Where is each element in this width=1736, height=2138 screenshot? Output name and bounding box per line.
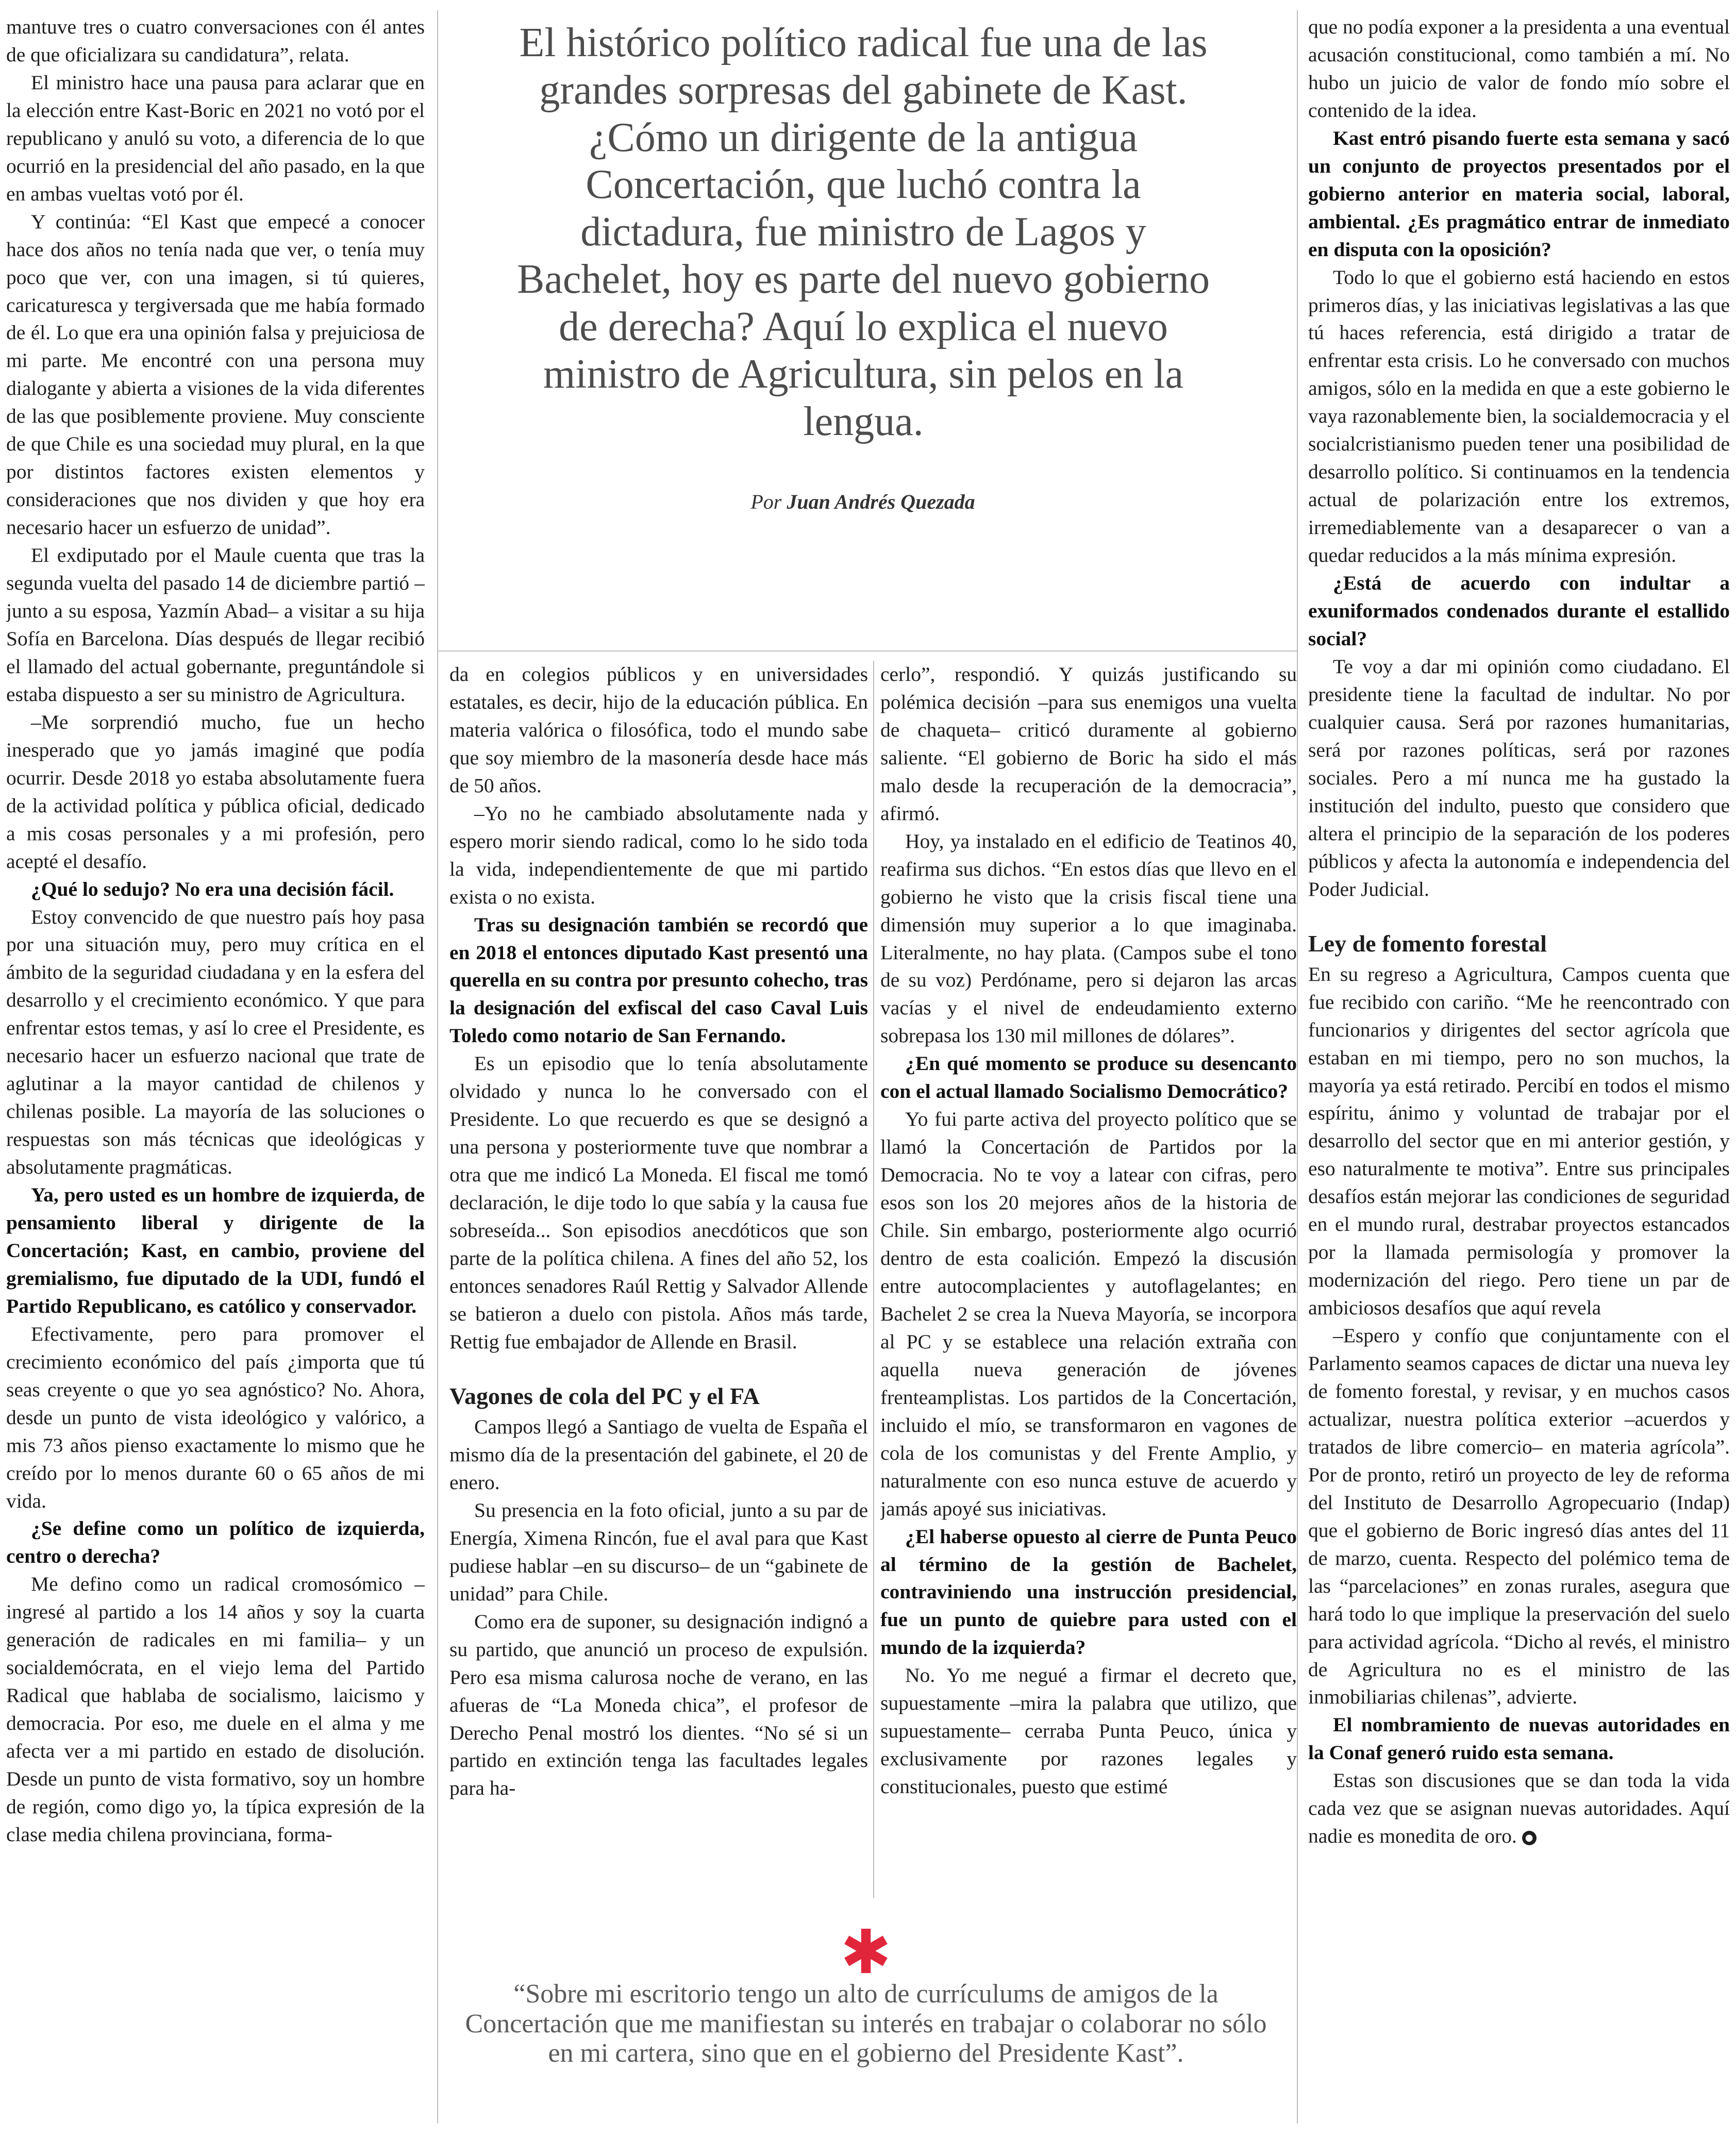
paragraph: Estoy convencido de que nuestro país hoy pasa por una situación muy, pero muy crítica en el ámbito de la seguridad ciudadana y en la esfera del desarrollo y el crecimiento económico. Y que para enfrentar estos temas, y así lo cree el Presidente, es necesario hacer un esfuerzo nacional que trate de aglutinar a la mayor cantidad de chilenos y chilenas posible. La mayoría de las soluciones o respuestas son más técnicas que ideológicas y absolutamente pragmáticas.: [6, 905, 425, 1179]
interview-question: ¿Qué lo sedujo? No era una decisión fácil.: [31, 877, 394, 900]
article-column-3: [880, 661, 1297, 1898]
paragraph: –Espero y confío que conjuntamente con el Parlamento seamos capaces de dictar una nueva ley de fomento forestal, y revisar, y en muchos casos actualizar, nuestra política exterior –acuerdos y tratados de libre comercio– en materia agrícola”. Por de pronto, retiró un proyecto de ley de reforma del Instituto de Desarrollo Agropecuario (Indap) que el gobierno de Boric ingresó días antes del 11 de marzo, cuenta. Respecto del polémico tema de las “parcelaciones” en zonas rurales, asegura que hará todo lo que implique la preservación del suelo para actividad agrícola. “Dicho al revés, el ministro de Agricultura no es el ministro de las inmobiliarias chilenas”, advierte.: [1308, 1324, 1730, 1709]
paragraph: –Yo no he cambiado absolutamente nada y espero morir siendo radical, como lo he sido toda la vida, independientemente de que mi partido exista o no exista.: [449, 801, 868, 908]
article-column-2: [449, 661, 868, 1898]
paragraph-text: Estas son discusiones que se dan toda la vida cada vez que se asignan nuevas autoridades. Aquí nadie es monedita de oro.: [1308, 1769, 1730, 1848]
pull-quote: “Sobre mi escritorio tengo un alto de currículums de amigos de la Concertación que me manifiestan su interés en trabajar o colaborar no sólo en mi cartera, sino que en el gobierno del Presidente Kast”.: [465, 1979, 1267, 2068]
paragraph: Me defino como un radical cromosómico –ingresé al partido a los 14 años y soy la cuarta generación de radicales en mi familia– y un socialdemócrata, en el viejo lema del Partido Radical que hablaba de socialismo, laicismo y democracia. Por eso, me duele en el alma y me afecta ver a mi partido en estado de disolución. Desde un punto de vista formativo, soy un hombre de región, como digo yo, la típica expresión de la clase media chilena provinciana, forma-: [6, 1573, 425, 1846]
interview-question: El nombramiento de nuevas autoridades en la Conaf generó ruido esta semana.: [1308, 1713, 1730, 1764]
paragraph: Te voy a dar mi opinión como ciudadano. El presidente tiene la facultad de indultar. No por cualquier causa. Será por razones humanitarias, será por razones políticas, será por razones sociales. Pero a mí nunca me ha gustado la institución del indulto, puesto que considero que altera el principio de la separación de los poderes públicos y afecta la autonomía e independencia del Poder Judicial.: [1308, 655, 1730, 900]
interview-question: Kast entró pisando fuerte esta semana y sacó un conjunto de proyectos presentados por el gobierno anterior en materia social, laboral, ambiental. ¿Es pragmático entrar de inmediato en disputa con la oposición?: [1308, 126, 1730, 261]
paragraph: Es un episodio que lo tenía absolutamente olvidado y nunca lo he conversado con el Presidente. Lo que recuerdo es que se designó a una persona y posteriormente tuve que nombrar a otra que me indicó La Moneda. El fiscal me tomó declaración, le dije todo lo que sabía y la causa fue sobreseída... Son episodios anecdóticos que son parte de la política chilena. A fines del año 52, los entonces senadores Raúl Rettig y Salvador Allende se batieron a duelo con pistola. Años más tarde, Rettig fue embajador de Allende en Brasil.: [449, 1052, 868, 1353]
paragraph: Su presencia en la foto oficial, junto a su par de Energía, Ximena Rincón, fue el aval para que Kast pudiese hablar –en su discurso– de un “gabinete de unidad” para Chile.: [449, 1498, 868, 1605]
paragraph: Efectivamente, pero para promover el crecimiento económico del país ¿importa que tú seas creyente o que yo sea agnóstico? No. Ahora, desde un punto de vista ideológico y valórico, a mis 73 años pienso exactamente lo mismo que he creído por lo menos durante 60 o 65 años de mi vida.: [6, 1322, 425, 1512]
section-heading: Vagones de cola del PC y el FA: [449, 1382, 760, 1409]
column-divider: [1297, 10, 1298, 2124]
paragraph: El ministro hace una pausa para aclarar que en la elección entre Kast-Boric en 2021 no votó por el republicano y anuló su voto, a diferencia de lo que ocurrió en la presidencial del año pasado, en la que en ambas vueltas votó por él.: [6, 71, 425, 205]
paragraph: Todo lo que el gobierno está haciendo en estos primeros días, y las iniciativas legislativas a las que tú haces referencia, está dirigido a tratar de enfrentar esta crisis. Lo he conversado con muchos amigos, sólo en la medida en que a este gobierno le vaya razonablemente bien, la socialdemocracia y el socialcristianismo pueden tener una posibilidad de desarrollo político. Si continuamos en la tendencia actual de polarización entre los extremos, irremediablemente van a desaparecer o van a quedar reducidos a la más mínima expresión.: [1308, 265, 1730, 567]
paragraph: Hoy, ya instalado en el edificio de Teatinos 40, reafirma sus dichos. “En estos días que llevo en el gobierno he visto que la crisis fiscal tiene una dimensión muy superior a lo que imaginaba. Literalmente, no hay plata. (Campos sube el tono de su voz) Perdóname, pero si dejaron las arcas vacías y el nivel de endeudamiento externo sobrepasa los 130 mil millones de dólares”.: [880, 829, 1297, 1047]
article-column-1: [6, 13, 425, 2127]
paragraph: Campos llegó a Santiago de vuelta de España el mismo día de la presentación del gabinete, el 20 de enero.: [449, 1415, 868, 1494]
horizontal-divider: [438, 650, 1297, 652]
asterisk-icon: ✱: [840, 1916, 892, 1987]
article-dek: El histórico político radical fue una de las grandes sorpresas del gabinete de Kast. ¿Cómo un dirigente de la antigua Concertación, que luchó contra la dictadura, fue ministro de Lagos y Bachelet, hoy es parte del nuevo gobierno de derecha? Aquí lo explica el nuevo ministro de Agricultura, sin pelos en la lengua.: [517, 20, 1210, 444]
byline-prefix: Por: [750, 490, 782, 513]
column-divider: [437, 10, 438, 2124]
byline-author: Juan Andrés Quezada: [787, 490, 975, 513]
paragraph: mantuve tres o cuatro conversaciones con él antes de que oficializara su candidatura”, relata.: [6, 15, 425, 66]
article-column-4: [1308, 13, 1730, 2127]
interview-question: ¿El haberse opuesto al cierre de Punta Peuco al término de la gestión de Bachelet, contraviniendo una instrucción presidencial, fue un punto de quiebre para usted con el mundo de la izquierda?: [880, 1525, 1297, 1659]
paragraph: cerlo”, respondió. Y quizás justificando su polémica decisión –para sus enemigos una vuelta de chaqueta– criticó duramente al gobierno saliente. “El gobierno de Boric ha sido el más malo desde la recuperación de la democracia”, afirmó.: [880, 663, 1297, 825]
interview-question: ¿En qué momento se produce su desencanto con el actual llamado Socialismo Democrático?: [880, 1052, 1297, 1103]
paragraph: –Me sorprendió mucho, fue un hecho inesperado que yo jamás imaginé que podía ocurrir. Desde 2018 yo estaba absolutamente fuera de la actividad política y pública oficial, dedicado a mis cosas personales y a mi profesión, pero acepté el desafío.: [6, 710, 425, 873]
paragraph: En su regreso a Agricultura, Campos cuenta que fue recibido con cariño. “Me he reencontrado con funcionarios y dirigentes del sector agrícola que estaban en mi tiempo, pero no son muchos, la mayoría ya está retirado. Percibí en todos el mismo espíritu, ánimo y voluntad de trabajar por el desarrollo del sector que en mi anterior gestión, y eso naturalmente te motiva”. Entre sus principales desafíos están mejorar las condiciones de seguridad en el mundo rural, destrabar proyectos estancados por la llamada permisología y promover la modernización del riego. Pero tiene un par de ambiciosos desafíos que aquí revela: [1308, 962, 1730, 1319]
paragraph: que no podía exponer a la presidenta a una eventual acusación constitucional, como también a mí. No hubo un juicio de valor de fondo mío sobre el contenido de la idea.: [1308, 15, 1730, 122]
column-divider: [873, 661, 874, 1898]
paragraph: Yo fui parte activa del proyecto político que se llamó la Concertación de Partidos por la Democracia. No te voy a latear con cifras, pero esos son los 20 mejores años de la historia de Chile. Sin embargo, posteriormente algo ocurrió dentro de esta coalición. Empezó la discusión entre autocomplacientes y autoflagelantes; en Bachelet 2 se crea la Nueva Mayoría, se incorpora al PC y se establece una relación extraña con aquella nueva generación de jóvenes frenteamplistas. Los partidos de la Concertación, incluido el mío, se transformaron en vagones de cola de los comunistas y del Frente Amplio, y naturalmente con eso nunca estuve de acuerdo y jamás apoyé sus iniciativas.: [880, 1108, 1297, 1520]
paragraph: [1308, 1767, 1730, 1850]
paragraph: Como era de suponer, su designación indignó a su partido, que anunció un proceso de expulsión. Pero esa misma calurosa noche de verano, en las afueras de “La Moneda chica”, el profesor de Derecho Penal mostró los dientes. “No sé si un partido en extinción tenga las facultades legales para ha-: [449, 1610, 868, 1800]
byline: [447, 490, 1278, 514]
interview-question: ¿Se define como un político de izquierda, centro o derecha?: [6, 1517, 425, 1568]
paragraph: da en colegios públicos y en universidades estatales, es decir, hijo de la educación pública. En materia valórica o filosófica, todo el mundo sabe que soy miembro de la masonería desde hace más de 50 años.: [449, 663, 868, 797]
paragraph: No. Yo me negué a firmar el decreto que, supuestamente –mira la palabra que utilizo, que supuestamente– cerraba Punta Peuco, única y exclusivamente por razones legales y constitucionales, puesto que estimé: [880, 1664, 1297, 1798]
paragraph: Y continúa: “El Kast que empecé a conocer hace dos años no tenía nada que ver, o tenía muy poco que ver, con una imagen, si tú quieres, caricaturesca y tergiversada que me había formado de él. Lo que era una opinión falsa y prejuiciosa de mi parte. Me encontré con una persona muy dialogante y abierta a visiones de la vida diferentes de las que posiblemente proviene. Muy consciente de que Chile es una sociedad muy plural, en la que por distintos factores existen elementos y consideraciones que nos dividen y que hoy era necesario hacer un esfuerzo de unidad”.: [6, 210, 425, 539]
section-heading: Ley de fomento forestal: [1308, 930, 1547, 957]
paragraph: El exdiputado por el Maule cuenta que tras la segunda vuelta del pasado 14 de diciembre partió –junto a su esposa, Yazmín Abad– a visitar a su hija Sofía en Barcelona. Días después de llegar recibió el llamado del actual gobernante, preguntándole si estaba dispuesto a ser su ministro de Agricultura.: [6, 544, 425, 706]
interview-question: Tras su designación también se recordó que en 2018 el entonces diputado Kast presentó una querella en su contra por presunto cohecho, tras la designación del exfiscal del caso Caval Luis Toledo como notario de San Fernando.: [449, 913, 868, 1047]
end-mark-icon: ●: [1522, 1831, 1537, 1845]
interview-question: Ya, pero usted es un hombre de izquierda, de pensamiento liberal y dirigente de la Concertación; Kast, en cambio, proviene del gremialismo, fue diputado de la UDI, fundó el Partido Republicano, es católico y conservador.: [6, 1183, 425, 1317]
interview-question: ¿Está de acuerdo con indultar a exuniformados condenados durante el estallido social?: [1308, 572, 1730, 650]
